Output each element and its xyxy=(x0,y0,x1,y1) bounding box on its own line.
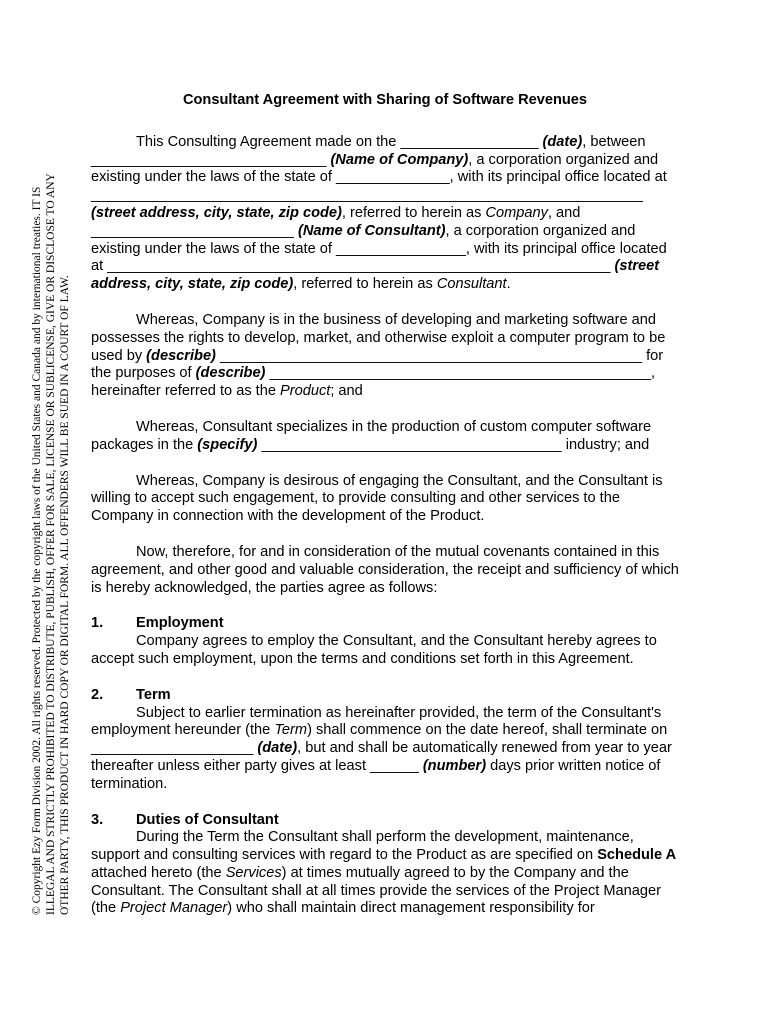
intro-paragraph: This Consulting Agreement made on the _________________ (date), between _____________________________ (Name of Company), a corporation organized and existing under the laws of the state of ______________, with its principal office located at ____________________________________________________________________ (street address, city, state, zip code), referred to herein as Company, and _________________________ (Name of Consultant), a corporation organized and existing under the laws of the state of ________________, with its principal office located at ______________________________________________________________ (street address, city, state, zip code), referred to herein as Consultant. xyxy=(91,133,667,293)
document-title: Consultant Agreement with Sharing of Software Revenues xyxy=(182,92,588,108)
section-3-body: During the Term the Consultant shall perform the development, maintenance, support and consulting services with regard to the Product as are specified on Schedule A attached hereto (the Services) at times mutually agreed to by the Company and the Consultant. The Consultant shall at all times provide the services of the Project Manager (the Project Manager) who shall maintain direct management responsibility for xyxy=(91,829,677,917)
section-1-heading: 1. Employment xyxy=(91,615,224,632)
copyright-line-2: ILLEGAL AND STRICTLY PROHIBITED TO DISTRIBUTE, PUBLISH, OFFER FOR SALE, LICENSE OR SUBLICENSE, GIVE OR DISCLOSE TO ANY xyxy=(45,173,57,915)
copyright-line-1: © Copyright Ezy Form Division 2002. All rights reserved. Protected by the copyright laws of the United States and Canada and by international treaties. IT IS xyxy=(31,186,43,915)
copyright-sidebar xyxy=(0,0,90,1024)
section-1-body: Company agrees to employ the Consultant, and the Consultant hereby agrees to accept such employment, upon the terms and conditions set forth in this Agreement. xyxy=(91,633,657,667)
whereas-paragraph-3: Whereas, Company is desirous of engaging the Consultant, and the Consultant is willing to accept such engagement, to provide consulting and other services to the Company in connection with the development of the Product. xyxy=(91,472,663,525)
section-3-heading: 3. Duties of Consultant xyxy=(91,811,279,828)
document-page xyxy=(91,92,679,936)
whereas-paragraph-2: Whereas, Consultant specializes in the production of custom computer software packages in the (specify) _____________________________________ industry; and xyxy=(91,418,652,453)
copyright-line-3: OTHER PARTY, THIS PRODUCT IN HARD COPY OR DIGITAL FORM. ALL OFFENDERS WILL BE SUED IN A COURT OF LAW. xyxy=(59,275,71,915)
section-2-heading: 2. Term xyxy=(91,686,171,703)
whereas-paragraph-1: Whereas, Company is in the business of developing and marketing software and possesses the rights to develop, market, and otherwise exploit a computer program to be used by (describe) ____________________________________________________ for the purposes of (describe) _______________________________________________, hereinafter referred to as the Product; and xyxy=(91,311,666,400)
now-therefore-paragraph: Now, therefore, for and in consideration of the mutual covenants contained in this agreement, and other good and valuable consideration, the receipt and sufficiency of which is hereby acknowledged, the parties agree as follows: xyxy=(91,543,679,596)
section-2-body: Subject to earlier termination as hereinafter provided, the term of the Consultant's employment hereunder (the Term) shall commence on the date hereof, shall terminate on ____________________ (date), but and shall be automatically renewed from year to year thereafter unless either party gives at least ______ (number) days prior written notice of termination. xyxy=(91,704,672,792)
